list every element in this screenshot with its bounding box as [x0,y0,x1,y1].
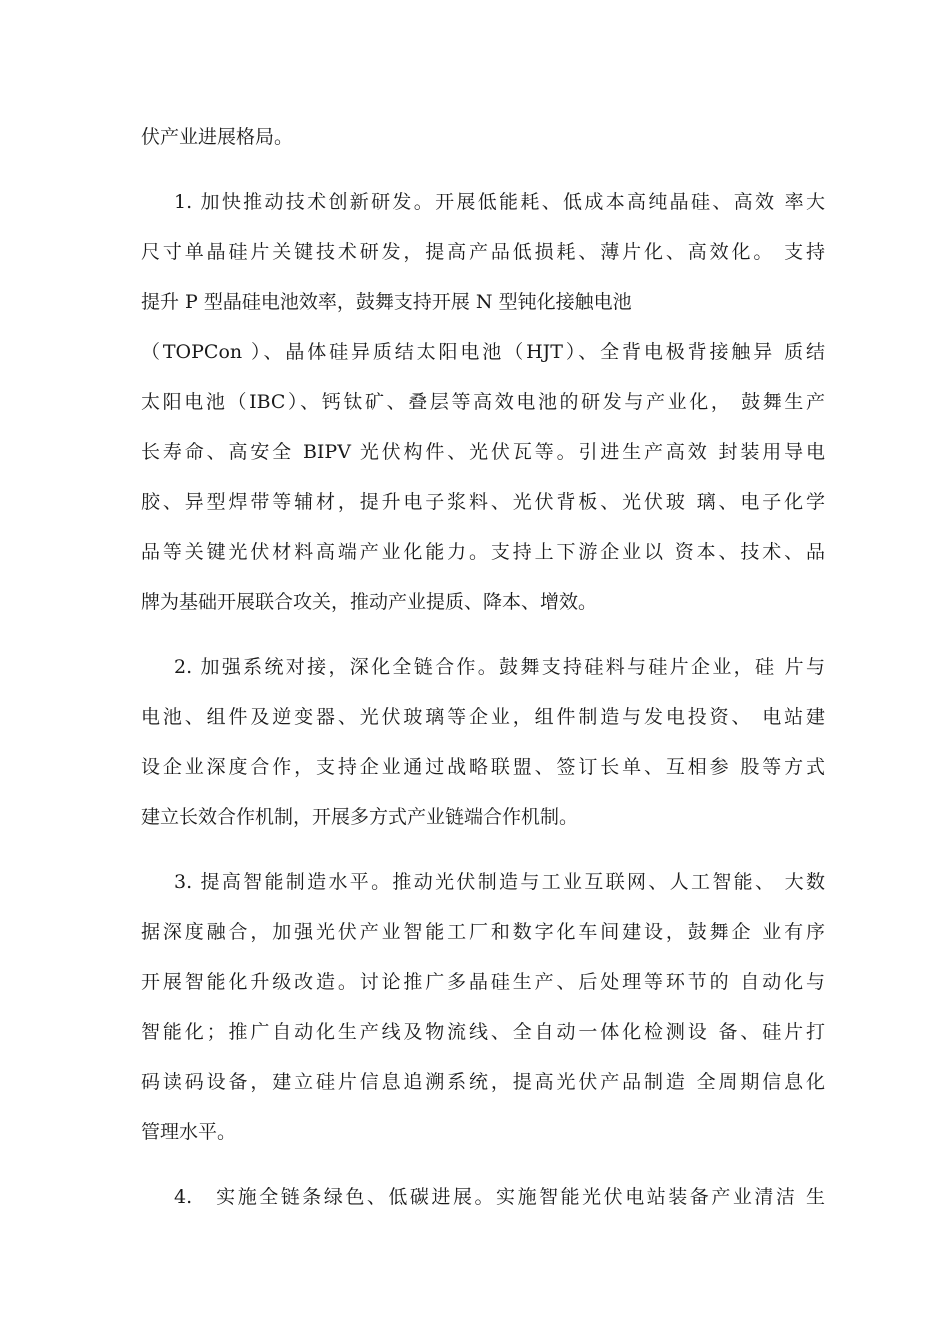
paragraph-line: 据深度融合，加强光伏产业智能工厂和数字化车间建设，鼓舞企 业有序 [141,921,825,943]
paragraph-line: 管理水平。 [141,1121,237,1143]
paragraph-line: 提升 P 型晶硅电池效率，鼓舞支持开展 N 型钝化接触电池 [141,291,632,313]
paragraph-line: 太阳电池（IBC）、钙钛矿、叠层等高效电池的研发与产业化， 鼓舞生产 [141,391,825,413]
paragraph-line: 品等关键光伏材料高端产业化能力。支持上下游企业以 资本、技术、品 [141,541,825,563]
paragraph-line: 建立长效合作机制，开展多方式产业链端合作机制。 [141,806,579,828]
paragraph-line: 电池、组件及逆变器、光伏玻璃等企业，组件制造与发电投资、 电站建 [141,706,825,728]
paragraph-line: 码读码设备，建立硅片信息追溯系统，提高光伏产品制造 全周期信息化 [141,1071,825,1093]
paragraph-line: 开展智能化升级改造。讨论推广多晶硅生产、后处理等环节的 自动化与 [141,971,825,993]
paragraph-line: 牌为基础开展联合攻关，推动产业提质、降本、增效。 [141,591,598,613]
paragraph-line: 伏产业进展格局。 [141,126,294,148]
paragraph-line: 智能化；推广自动化生产线及物流线、全自动一体化检测设 备、硅片打 [141,1021,825,1043]
paragraph-line: 设企业深度合作，支持企业通过战略联盟、签订长单、互相参 股等方式 [141,756,825,778]
paragraph-line: 4. 实施全链条绿色、低碳进展。实施智能光伏电站装备产业清洁 生 [174,1186,825,1208]
paragraph-line: 3. 提高智能制造水平。推动光伏制造与工业互联网、人工智能、 大数 [174,871,825,893]
paragraph-line: （TOPCon ）、晶体硅异质结太阳电池（HJT）、全背电极背接触异 质结 [141,341,825,363]
paragraph-line: 1. 加快推动技术创新研发。开展低能耗、低成本高纯晶硅、高效 率大 [174,191,825,213]
paragraph-line: 胶、异型焊带等辅材，提升电子浆料、光伏背板、光伏玻 璃、电子化学 [141,491,825,513]
paragraph-line: 2. 加强系统对接，深化全链合作。鼓舞支持硅料与硅片企业，硅 片与 [174,656,825,678]
paragraph-line: 尺寸单晶硅片关键技术研发，提高产品低损耗、薄片化、高效化。 支持 [141,241,825,263]
paragraph-line: 长寿命、高安全 BIPV 光伏构件、光伏瓦等。引进生产高效 封装用导电 [141,441,825,463]
